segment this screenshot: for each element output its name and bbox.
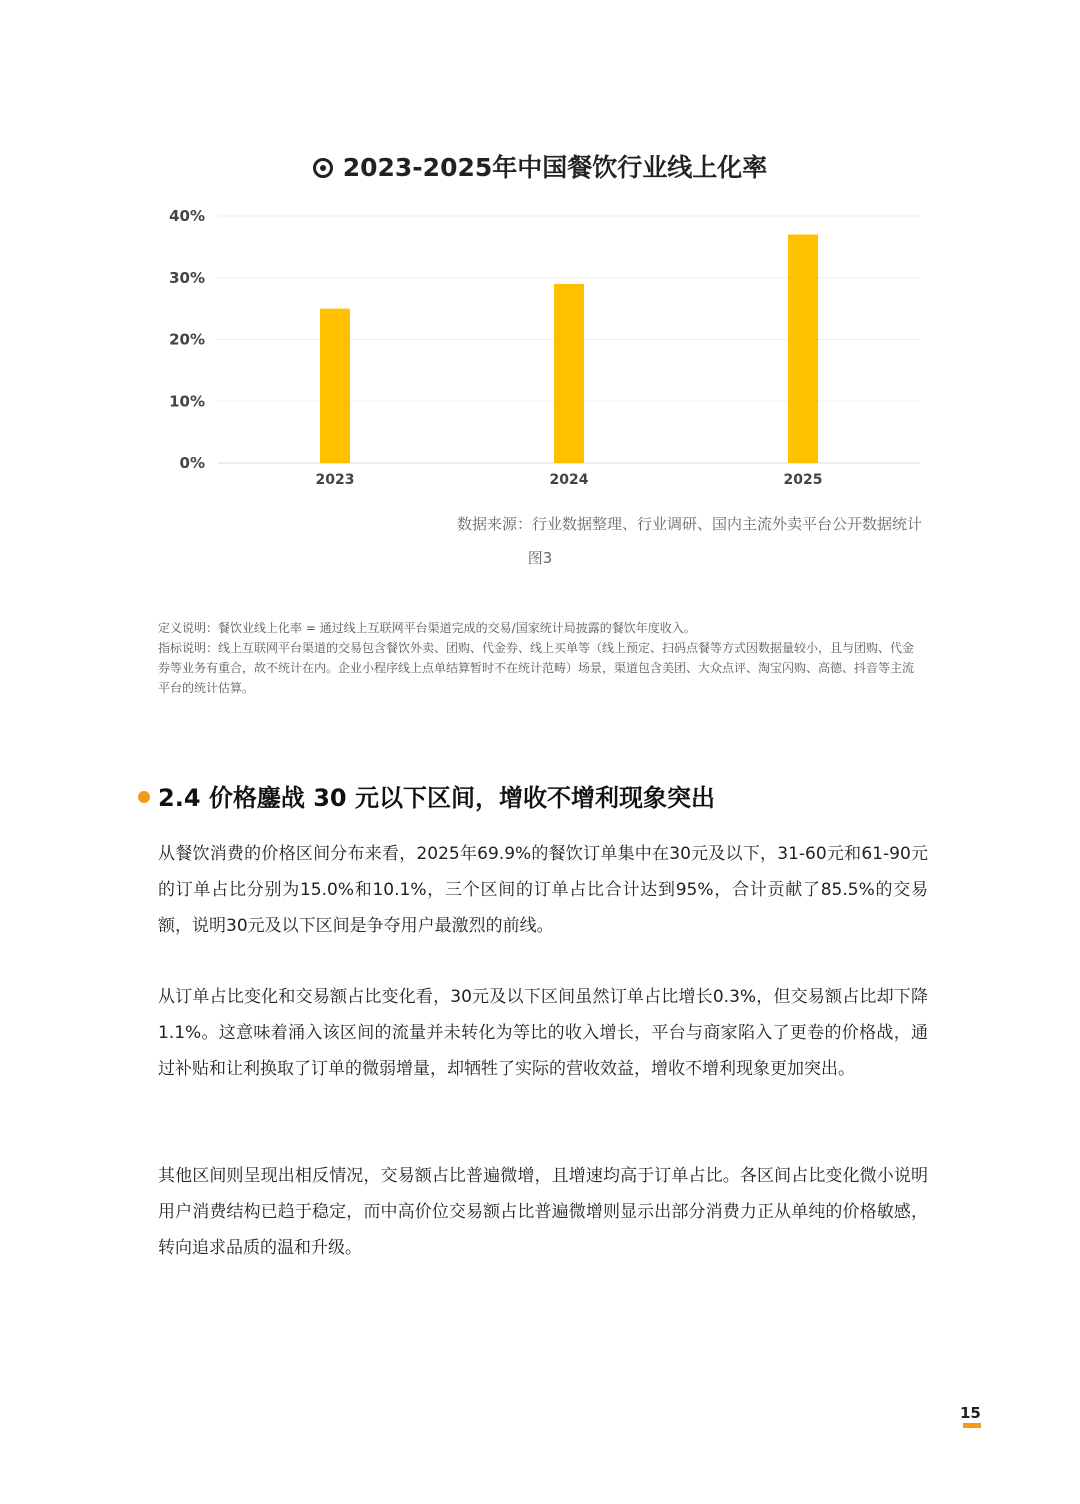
target-icon — [313, 158, 333, 178]
bar-chart — [150, 195, 930, 495]
bullet-dot-icon — [138, 791, 150, 803]
section-heading — [138, 778, 715, 813]
chart-title — [0, 148, 1080, 184]
y-tick-label: 20% — [169, 330, 205, 349]
page-number: 15 — [960, 1404, 981, 1422]
y-tick-label: 0% — [179, 454, 205, 472]
x-tick-label: 2024 — [549, 472, 589, 488]
body-paragraph: 从餐饮消费的价格区间分布来看，2025年69.9%的餐饮订单集中在30元及以下，31-60元和61-90元的订单占比分别为15.0%和10.1%，三个区间的订单占比合计达到95%，合计贡献了85.5%的交易额，说明30元及以下区间是争夺用户最激烈的前线。 — [158, 844, 928, 936]
x-tick-label: 2023 — [315, 472, 355, 488]
y-tick-label: 10% — [169, 392, 205, 411]
y-tick-label: 40% — [169, 207, 205, 225]
figure-caption: 图3 — [527, 549, 553, 567]
chart-source: 数据来源：行业数据整理、行业调研、国内主流外卖平台公开数据统计 — [456, 515, 922, 533]
bar-2025 — [788, 235, 818, 463]
definition-text: 定义说明：餐饮业线上化率 = 通过线上互联网平台渠道完成的交易/国家统计局披露的餐饮年度收入。 — [158, 621, 696, 635]
definitions-note — [158, 618, 918, 698]
bar-2024 — [554, 284, 584, 463]
body-paragraph: 从订单占比变化和交易额占比变化看，30元及以下区间虽然订单占比增长0.3%，但交易额占比却下降1.1%。这意味着涌入该区间的流量并未转化为等比的收入增长，平台与商家陷入了更卷的价格战，通过补贴和让利换取了订单的微弱增量，却牺牲了实际的营收效益，增收不增利现象更加突出。 — [158, 987, 928, 1079]
indicator-text: 指标说明：线上互联网平台渠道的交易包含餐饮外卖、团购、代金券、线上买单等（线上预定、扫码点餐等方式因数据量较小，且与团购、代金券等业务有重合，故不统计在内。企业小程序线上点单结算暂时不在统计范畴）场景，渠道包含美团、大众点评、淘宝闪购、高德、抖音等主流平台的统计估算。 — [158, 641, 915, 695]
x-tick-label: 2025 — [783, 472, 823, 488]
y-tick-label: 30% — [169, 268, 205, 287]
bar-2023 — [320, 309, 350, 463]
section-heading-text: 2.4 价格鏖战 30 元以下区间，增收不增利现象突出 — [158, 784, 715, 812]
chart-title-text: 2023-2025年中国餐饮行业线上化率 — [342, 153, 768, 182]
page-number-underline — [963, 1423, 981, 1428]
body-paragraph: 其他区间则呈现出相反情况，交易额占比普遍微增，且增速均高于订单占比。各区间占比变化微小说明用户消费结构已趋于稳定，而中高价位交易额占比普遍微增则显示出部分消费力正从单纯的价格敏感，转向追求品质的温和升级。 — [158, 1166, 928, 1258]
